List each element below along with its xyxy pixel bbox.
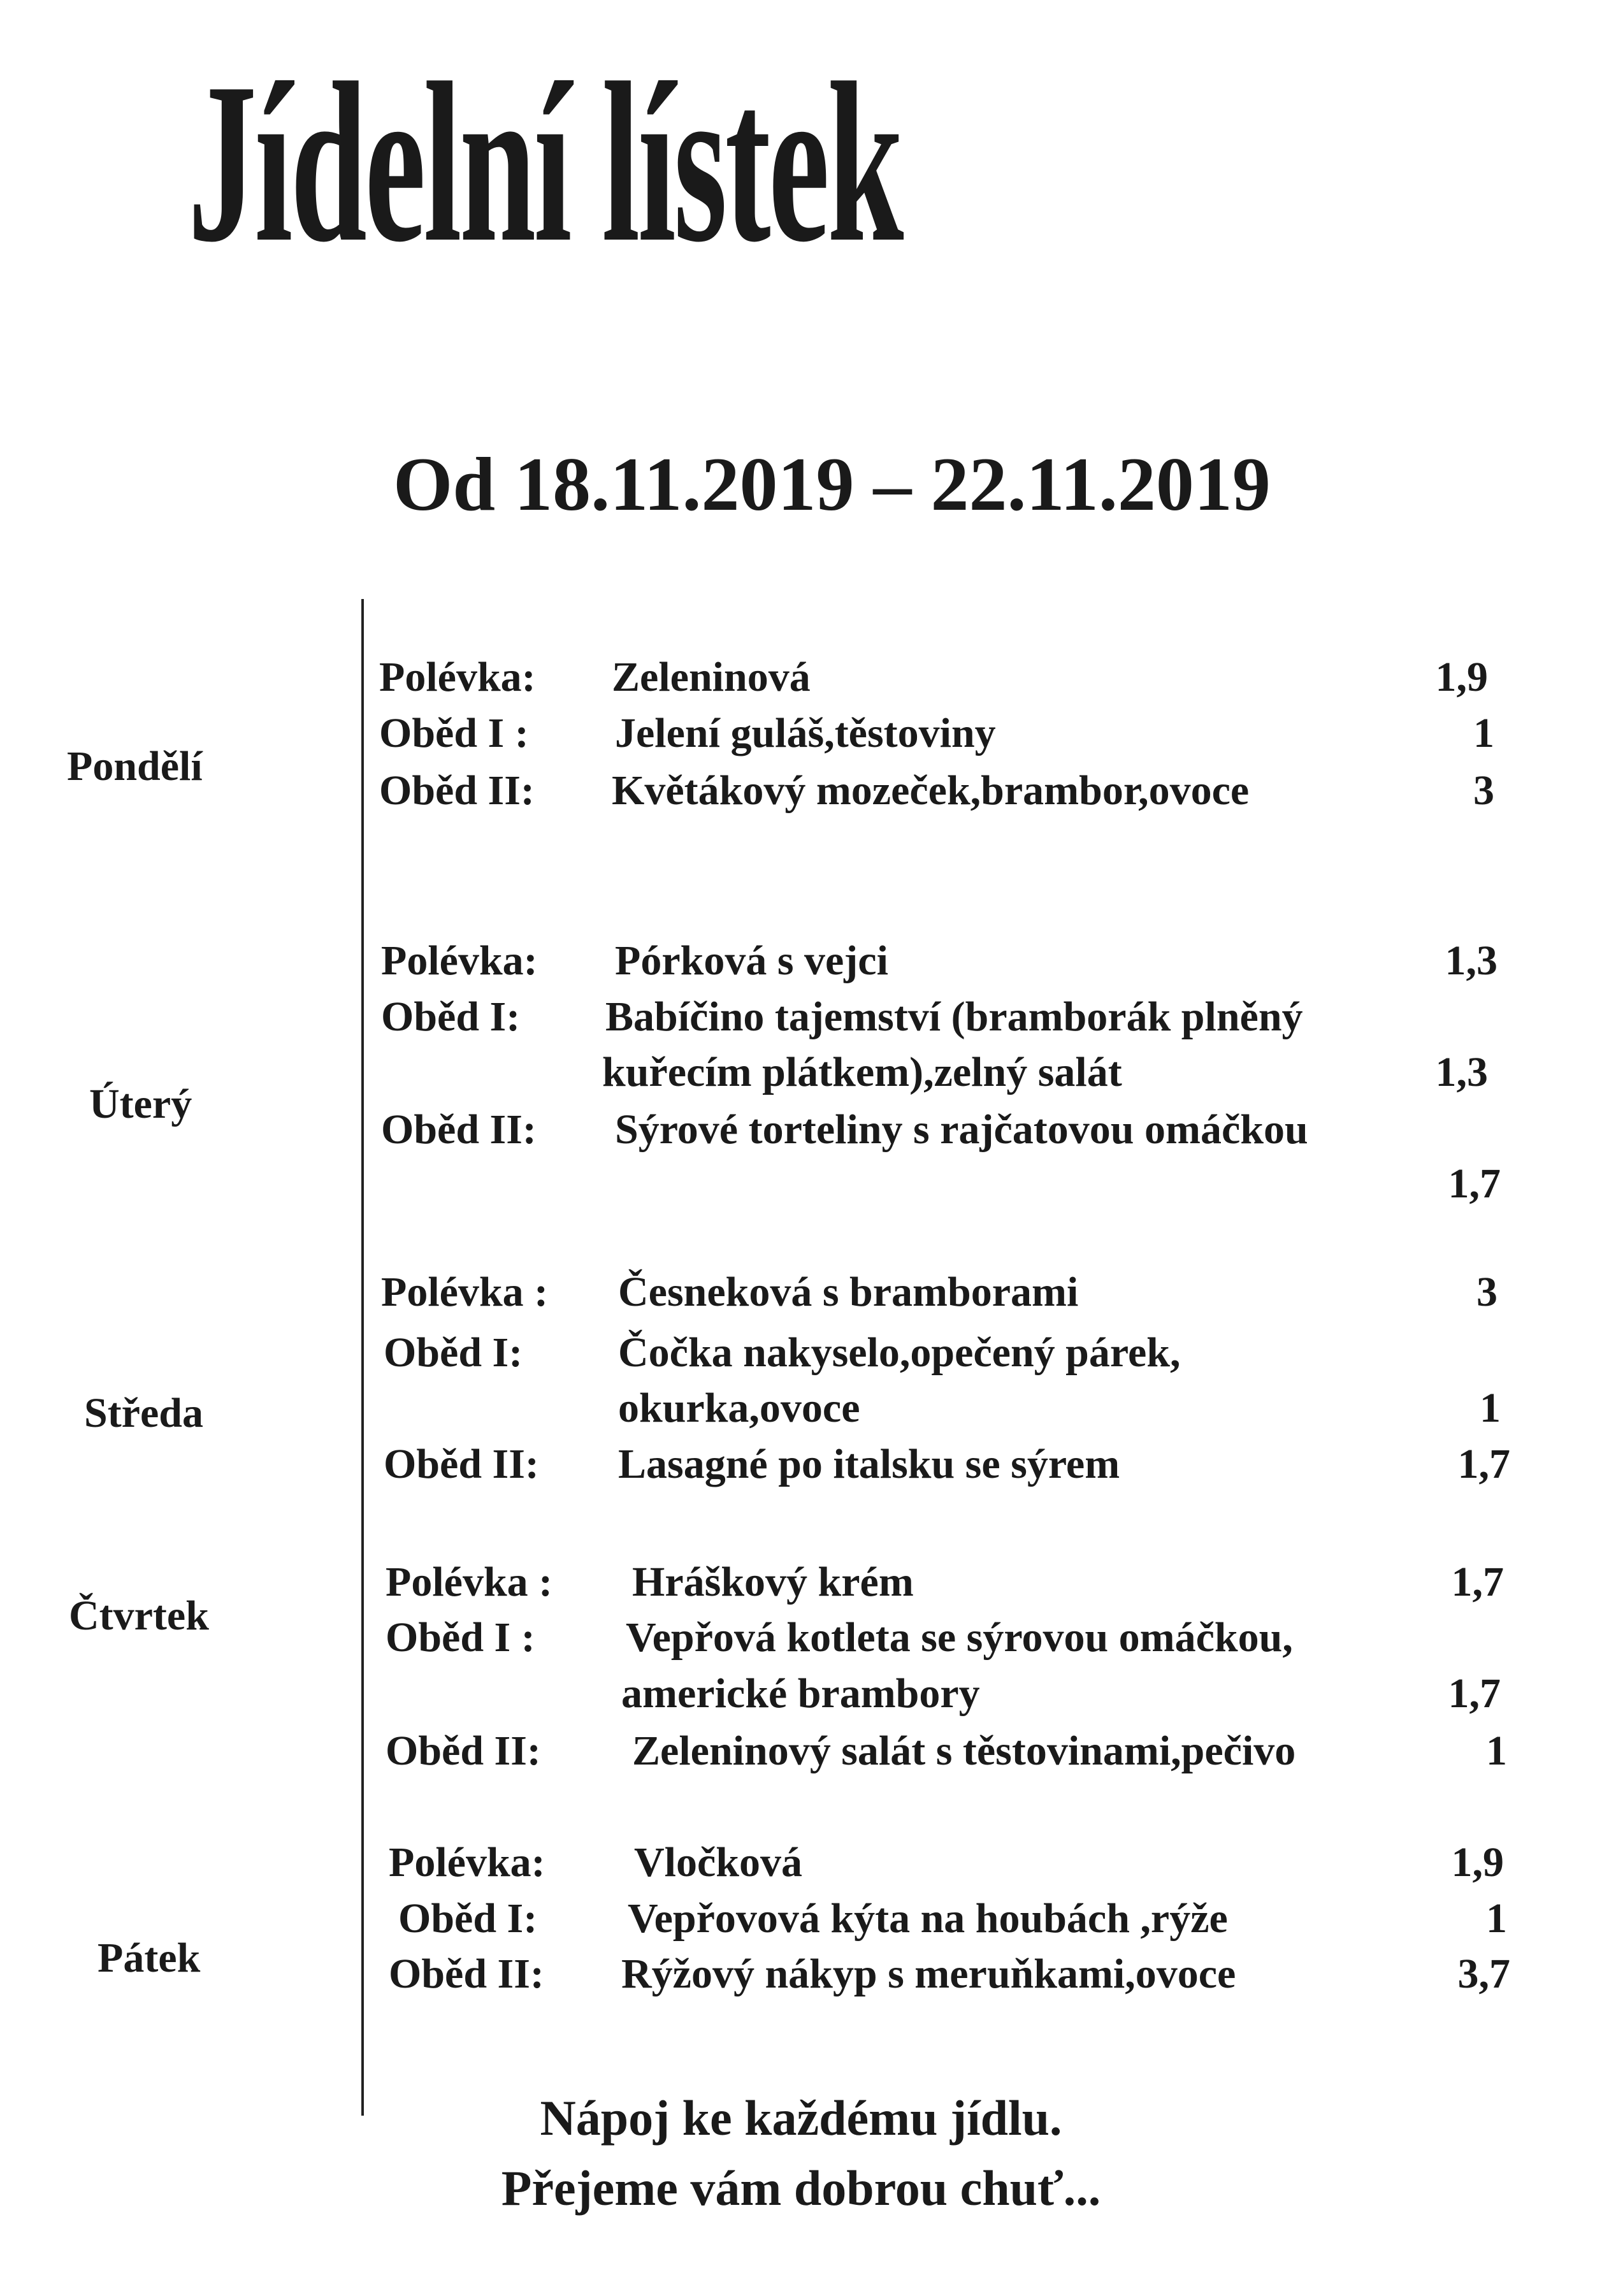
menu-row-monday-lunch2 xyxy=(0,767,1602,821)
menu-row-monday-lunch1 xyxy=(0,712,1602,763)
menu-label: Oběd II: xyxy=(381,1106,537,1153)
menu-row-wednesday-lunch1 xyxy=(0,1329,1602,1383)
menu-row-tuesday-lunch1 xyxy=(0,993,1602,1047)
date-range: Od 18.11.2019 – 22.11.2019 xyxy=(393,442,1271,526)
menu-dish: Zeleninová xyxy=(612,654,811,700)
day-thursday: Čtvrtek xyxy=(69,1592,209,1639)
menu-label: Oběd II: xyxy=(389,1951,544,1997)
menu-row-monday-soup xyxy=(0,656,1602,707)
allergen-code: 1,3 xyxy=(1445,937,1497,984)
menu-dish-continued: americké brambory xyxy=(621,1670,980,1717)
menu-label: Oběd II: xyxy=(386,1728,541,1774)
day-tuesday: Úterý xyxy=(89,1081,192,1127)
menu-label: Polévka : xyxy=(381,1269,549,1315)
allergen-code: 1 xyxy=(1486,1728,1507,1774)
menu-row-tuesday-lunch2 xyxy=(0,1106,1602,1160)
menu-label: Polévka: xyxy=(389,1839,545,1886)
menu-dish: Vepřovová kýta na houbách ,rýže xyxy=(628,1895,1228,1942)
menu-dish: Babíčino tajemství (bramborák plněný xyxy=(605,993,1303,1040)
menu-dish: Lasagné po italsku se sýrem xyxy=(618,1441,1120,1487)
day-friday: Pátek xyxy=(97,1935,201,1981)
menu-row-thursday-soup xyxy=(0,1561,1602,1612)
menu-dish: Hráškový krém xyxy=(632,1559,914,1605)
menu-dish: Čočka nakyselo,opečený párek, xyxy=(618,1329,1181,1376)
menu-label: Polévka: xyxy=(379,654,536,700)
menu-row-wednesday-lunch1-cont xyxy=(0,1387,1602,1438)
allergen-code: 3 xyxy=(1473,767,1494,814)
menu-dish: Vepřová kotleta se sýrovou omáčkou, xyxy=(626,1614,1293,1661)
day-monday: Pondělí xyxy=(67,743,203,790)
menu-row-wednesday-soup xyxy=(0,1271,1602,1322)
menu-label: Oběd II: xyxy=(384,1441,539,1487)
menu-dish: Vločková xyxy=(634,1839,802,1886)
menu-label: Oběd II: xyxy=(379,767,535,814)
menu-row-friday-lunch2 xyxy=(0,1953,1602,2004)
allergen-code: 1,3 xyxy=(1435,1049,1488,1095)
day-wednesday: Středa xyxy=(84,1390,203,1436)
menu-row-friday-lunch1 xyxy=(0,1895,1602,1949)
menu-row-wednesday-lunch2 xyxy=(0,1443,1602,1494)
menu-label: Polévka : xyxy=(386,1559,553,1605)
menu-dish: Sýrové torteliny s rajčatovou omáčkou xyxy=(615,1106,1308,1153)
allergen-code: 3,7 xyxy=(1457,1951,1510,1997)
menu-dish: Rýžový nákyp s meruňkami,ovoce xyxy=(621,1951,1236,1997)
menu-dish-continued: kuřecím plátkem),zelný salát xyxy=(602,1049,1122,1095)
menu-row-tuesday-lunch2-code xyxy=(0,1160,1602,1214)
allergen-code: 1,7 xyxy=(1457,1441,1510,1487)
menu-row-thursday-lunch2 xyxy=(0,1730,1602,1781)
allergen-code: 1 xyxy=(1480,1385,1501,1431)
menu-dish: Česneková s bramborami xyxy=(618,1269,1079,1315)
allergen-code: 3 xyxy=(1476,1269,1497,1315)
menu-row-thursday-lunch1-cont xyxy=(0,1670,1602,1724)
menu-row-friday-soup xyxy=(0,1839,1602,1893)
menu-label: Polévka: xyxy=(381,937,538,984)
allergen-code: 1,7 xyxy=(1451,1559,1504,1605)
menu-row-tuesday-soup xyxy=(0,937,1602,991)
menu-dish-continued: okurka,ovoce xyxy=(618,1385,860,1431)
menu-dish: Zeleninový salát s těstovinami,pečivo xyxy=(632,1728,1296,1774)
menu-label: Oběd I: xyxy=(398,1895,538,1942)
allergen-code: 1,7 xyxy=(1448,1670,1501,1717)
menu-label: Oběd I : xyxy=(379,710,529,756)
menu-dish: Pórková s vejci xyxy=(615,937,888,984)
allergen-code: 1 xyxy=(1486,1895,1507,1942)
menu-label: Oběd I: xyxy=(384,1329,523,1376)
allergen-code: 1 xyxy=(1473,710,1494,756)
page-title: Jídelní lístek xyxy=(188,35,902,289)
menu-dish: Jelení guláš,těstoviny xyxy=(615,710,996,756)
menu-dish: Květákový mozeček,brambor,ovoce xyxy=(612,767,1250,814)
menu-label: Oběd I : xyxy=(386,1614,535,1661)
allergen-code: 1,9 xyxy=(1451,1839,1504,1886)
allergen-code: 1,9 xyxy=(1435,654,1488,700)
footer-greeting: Přejeme vám dobrou chuť... xyxy=(501,2160,1101,2216)
footer-drink-note: Nápoj ke každému jídlu. xyxy=(540,2090,1062,2146)
menu-row-tuesday-lunch1-cont xyxy=(0,1051,1602,1102)
menu-label: Oběd I: xyxy=(381,993,521,1040)
allergen-code: 1,7 xyxy=(1448,1160,1501,1207)
